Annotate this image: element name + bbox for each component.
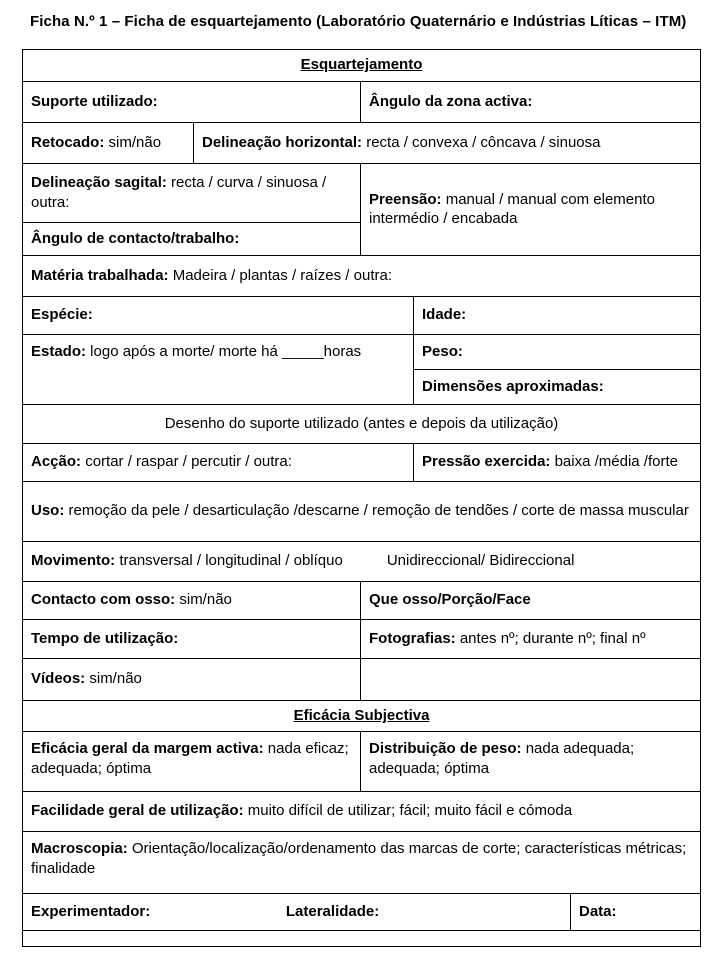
field-eficacia-margem: [23, 731, 361, 791]
row-videos: [23, 658, 701, 700]
field-movimento-direction: Unidireccional/ Bidireccional: [386, 552, 575, 570]
field-delineacao-sagital: [23, 163, 361, 222]
field-delineacao-horizontal-label: Delineação horizontal:: [202, 133, 363, 151]
field-macroscopia: [23, 831, 701, 893]
field-estado: [23, 334, 414, 404]
row-contacto-osso: [23, 581, 701, 619]
field-uso-label: Uso:: [31, 502, 65, 520]
field-preensao-label: Preensão:: [369, 190, 442, 208]
note-desenho-suporte: [23, 404, 701, 443]
field-idade-label: Idade:: [422, 306, 467, 324]
field-movimento-value: transversal / longitudinal / oblíquo: [115, 552, 343, 570]
field-retocado-label: Retocado:: [31, 133, 105, 151]
field-lateralidade-label: Lateralidade:: [285, 902, 380, 920]
field-retocado-value: sim/não: [104, 133, 162, 151]
field-facilidade-value: muito difícil de utilizar; fácil; muito fácil e cómoda: [243, 802, 573, 820]
field-angulo-zona-activa: [361, 81, 701, 122]
field-contacto-osso-value: sim/não: [175, 591, 232, 609]
note-desenho-suporte-text: Desenho do suporte utilizado (antes e depois da utilização): [164, 414, 559, 432]
field-tempo-utilizacao-label: Tempo de utilização:: [31, 629, 179, 647]
row-especie: [23, 296, 701, 334]
field-facilidade: [23, 791, 701, 831]
field-videos-value: sim/não: [85, 670, 142, 688]
field-pressao-exercida: [414, 443, 701, 481]
cell-bottom-empty: [23, 930, 701, 946]
field-angulo-contacto-label: Ângulo de contacto/trabalho:: [31, 229, 240, 247]
field-fotografias: [361, 619, 701, 658]
row-desenho: [23, 404, 701, 443]
field-que-osso: [361, 581, 701, 619]
row-estado-peso: [23, 334, 701, 369]
field-fotografias-label: Fotografias:: [369, 629, 456, 647]
row-facilidade: [23, 791, 701, 831]
field-pressao-exercida-label: Pressão exercida:: [422, 453, 551, 471]
section-title-esquartejamento: Esquartejamento: [300, 56, 423, 74]
row-accao: [23, 443, 701, 481]
field-dimensoes: [414, 369, 701, 404]
experimentador-lateralidade-group: [31, 902, 562, 922]
field-macroscopia-label: Macroscopia:: [31, 839, 128, 857]
field-fotografias-value: antes nº; durante nº; final nº: [455, 629, 646, 647]
section-title-eficacia: Eficácia Subjectiva: [293, 706, 430, 724]
field-materia-trabalhada: [23, 255, 701, 296]
row-section-esquartejamento: [23, 49, 701, 81]
field-uso-value: remoção da pele / desarticulação /descarne / remoção de tendões / corte de massa muscular: [64, 502, 689, 520]
row-uso: [23, 481, 701, 541]
field-eficacia-margem-value: nada eficaz; adequada; óptima: [31, 739, 353, 777]
field-eficacia-margem-label: Eficácia geral da margem activa:: [31, 739, 264, 757]
field-delineacao-sagital-label: Delineação sagital:: [31, 174, 167, 191]
field-distribuicao-peso-label: Distribuição de peso:: [369, 739, 522, 757]
form-title: Ficha N.º 1 – Ficha de esquartejamento (Laboratório Quaternário e Indústrias Líticas – ITM): [30, 13, 687, 30]
field-materia-trabalhada-label: Matéria trabalhada:: [31, 266, 169, 284]
field-accao: [23, 443, 414, 481]
field-suporte-utilizado: [23, 81, 361, 122]
field-angulo-zona-activa-label: Ângulo da zona activa:: [369, 92, 533, 110]
field-peso: [414, 334, 701, 369]
field-que-osso-label: Que osso/Porção/Face: [369, 591, 531, 609]
field-retocado: [23, 122, 194, 163]
row-movimento: [23, 541, 701, 581]
row-bottom-empty: [23, 930, 701, 946]
cell-videos-empty: [361, 658, 701, 700]
field-idade: [414, 296, 701, 334]
field-dimensoes-label: Dimensões aproximadas:: [422, 377, 604, 395]
field-preensao-value: manual / manual com elemento intermédio / encabada: [369, 190, 660, 228]
field-peso-label: Peso:: [422, 342, 463, 360]
field-videos: [23, 658, 361, 700]
field-delineacao-sagital-value: recta / curva / sinuosa / outra:: [31, 174, 331, 211]
field-uso: [23, 481, 701, 541]
field-contacto-osso-label: Contacto com osso:: [31, 591, 176, 609]
field-estado-label: Estado:: [31, 342, 87, 360]
row-retocado: [23, 122, 701, 163]
row-materia-trabalhada: [23, 255, 701, 296]
field-videos-label: Vídeos:: [31, 670, 86, 688]
row-macroscopia: [23, 831, 701, 893]
field-data: [571, 893, 701, 930]
field-movimento-label: Movimento:: [31, 552, 116, 570]
field-especie: [23, 296, 414, 334]
row-tempo-utilizacao: [23, 619, 701, 658]
field-accao-label: Acção:: [31, 453, 82, 471]
field-movimento: [23, 541, 701, 581]
field-pressao-exercida-value: baixa /média /forte: [550, 453, 678, 471]
field-macroscopia-value: Orientação/localização/ordenamento das marcas de corte; características métricas; finalidade: [31, 839, 691, 877]
row-section-eficacia: [23, 700, 701, 731]
row-experimentador: [23, 893, 701, 930]
field-accao-value: cortar / raspar / percutir / outra:: [81, 453, 292, 471]
field-especie-label: Espécie:: [31, 306, 93, 324]
section-header-eficacia: [23, 700, 701, 731]
field-contacto-osso: [23, 581, 361, 619]
field-facilidade-label: Facilidade geral de utilização:: [31, 802, 244, 820]
field-suporte-utilizado-label: Suporte utilizado:: [31, 92, 158, 110]
field-delineacao-horizontal: [194, 122, 701, 163]
field-estado-value: logo após a morte/ morte há _____horas: [86, 342, 362, 360]
field-data-label: Data:: [579, 902, 617, 920]
section-header-esquartejamento: [23, 49, 701, 81]
field-distribuicao-peso: [361, 731, 701, 791]
row-delineacao-sagital: [23, 163, 701, 222]
row-suporte: [23, 81, 701, 122]
field-experimentador-lateralidade: [23, 893, 571, 930]
field-tempo-utilizacao: [23, 619, 361, 658]
field-distribuicao-peso-value: nada adequada; adequada; óptima: [369, 739, 639, 777]
form-table: [22, 49, 701, 947]
field-delineacao-horizontal-value: recta / convexa / côncava / sinuosa: [362, 133, 601, 151]
field-materia-trabalhada-value: Madeira / plantas / raízes / outra:: [168, 266, 392, 284]
field-angulo-contacto: [23, 222, 361, 255]
field-experimentador-label: Experimentador:: [31, 902, 151, 920]
row-eficacia-distribuicao: [23, 731, 701, 791]
field-preensao: [361, 163, 701, 255]
